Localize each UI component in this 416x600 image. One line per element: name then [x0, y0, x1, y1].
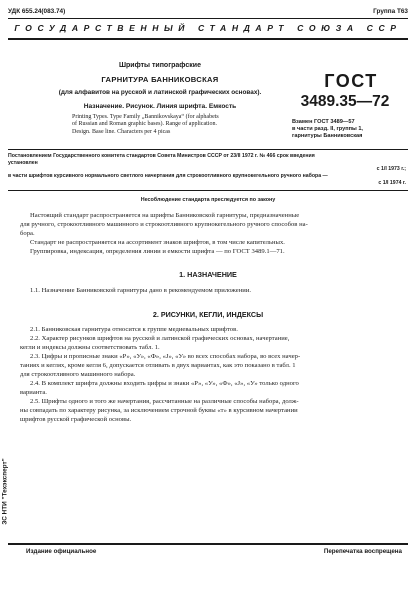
doc-subject: Шрифты типографские: [118, 62, 202, 69]
paragraph-2-4: 2.4. В комплект шрифта должны входить цифры и знаки «Р», «У», «Ф», «J», «У» только одного: [30, 380, 299, 387]
intro-paragraph-1-cont: для ручного, строкоотливного машинного и строкоотливного крупнокегельного ручного способов на-: [20, 221, 308, 228]
group-code: Группа Т63: [373, 8, 408, 15]
doc-title-scope: (для алфавитов на русской и латинской графических основах).: [58, 89, 262, 96]
section-2-heading: 2. РИСУНКИ, КЕГЛИ, ИНДЕКСЫ: [152, 310, 264, 319]
doc-title-topics: Назначение. Рисунок. Линия шрифта. Емкость: [83, 103, 237, 110]
english-title: [72, 114, 219, 136]
replaces-line: гарнитуры Банниковская: [292, 132, 363, 139]
section-1-heading: 1. НАЗНАЧЕНИЕ: [179, 270, 237, 279]
gost-label: ГОСТ: [324, 71, 378, 91]
paragraph-2-2: 2.2. Характер рисунков шрифтов на русской и латинской графических основах, начертание,: [30, 335, 290, 342]
paragraph-2-5-cont: шрифтов русской графической основы.: [20, 416, 132, 423]
gost-number: 3489.35—72: [300, 93, 390, 110]
decree-text: [8, 153, 315, 166]
doc-title: ГАРНИТУРА БАННИКОВСКАЯ: [101, 75, 219, 84]
paragraph-2-2-cont: кегли и индексы должны соответствовать табл. 1.: [20, 344, 160, 351]
paragraph-2-3-cont: таниях и кеглях, кроме кегля 6, допускается отливать в двух вариантах, как это показано в табл. 1: [20, 362, 296, 369]
legal-notice: Несоблюдение стандарта преследуется по закону: [140, 197, 276, 203]
decree-line: в части шрифтов курсивного нормального светлого начертания для строкоотливного крупнокегельного ручного набора —: [8, 173, 328, 179]
paragraph-2-4-cont: варианта.: [20, 389, 47, 396]
replaces-line: в части разд. II, группы 1,: [292, 125, 363, 132]
english-title-line: of Russian and Roman graphic bases). Range of application.: [72, 121, 217, 128]
intro-paragraph-3: Группировка, индексация, определения линии и емкости шрифта — по ГОСТ 3489.1—71.: [30, 248, 285, 255]
decree-line: Постановлением Государственного комитета стандартов Совета Министров СССР от 23/II 1972 г. № 466 срок введения: [8, 153, 315, 159]
english-title-line: Printing Types. Type Family „Bannikovskaya“ (for alphabets: [72, 114, 219, 120]
header-top-rule: [8, 18, 408, 19]
replaces-line: Взамен ГОСТ 3489—57: [292, 119, 355, 125]
side-stamp: ЗС НТИ "Техэксперт": [1, 458, 9, 525]
decree-date-2: с 1/I 1974 г.: [378, 180, 406, 186]
edition-note: Издание официальное: [26, 548, 97, 555]
paragraph-2-1: 2.1. Банниковская гарнитура относится к группе медиевальных шрифтов.: [30, 326, 238, 333]
decree-bottom-rule: [8, 190, 408, 191]
section-1-paragraph: 1.1. Назначение Банниковской гарнитуры дано в рекомендуемом приложении.: [30, 287, 252, 294]
decree-date-1: с 1/I 1973 г.;: [376, 166, 406, 172]
decree-line: установлен: [8, 159, 38, 166]
paragraph-2-3: 2.3. Цифры и прописные знаки «Р», «У», «Ф», «J», «У» во всех способах набора, во всех начер-: [30, 353, 301, 360]
replaces-note: [292, 119, 363, 139]
paragraph-2-5: 2.5. Шрифты одного и того же начертания, рассчитанные на различные способы набора, долж-: [30, 398, 299, 405]
udk-code: УДК 655.24(083.74): [8, 8, 66, 15]
intro-paragraph-1: Настоящий стандарт распространяется на шрифты Банниковской гарнитуры, предназначенные: [30, 212, 300, 219]
footer-rule: [8, 543, 408, 545]
english-title-line: Design. Base line. Characters per 4 picas: [72, 128, 171, 135]
decree-top-rule: [8, 149, 408, 150]
paragraph-2-3-cont: для строкоотливного машинного набора.: [20, 371, 136, 378]
intro-paragraph-1-cont: бора.: [20, 230, 35, 237]
paragraph-2-5-cont: ны совпадать по характеру рисунка, за исключением строчной буквы «т» в курсивном начертании: [20, 407, 298, 414]
intro-paragraph-2: Стандарт не распространяется на ассортимент знаков шрифтов, в том числе капительных.: [30, 239, 285, 246]
header-bottom-rule: [8, 38, 408, 40]
reprint-note: Перепечатка воспрещена: [323, 548, 402, 555]
banner-title: ГОСУДАРСТВЕННЫЙ СТАНДАРТ СОЮЗА ССР: [14, 23, 402, 33]
